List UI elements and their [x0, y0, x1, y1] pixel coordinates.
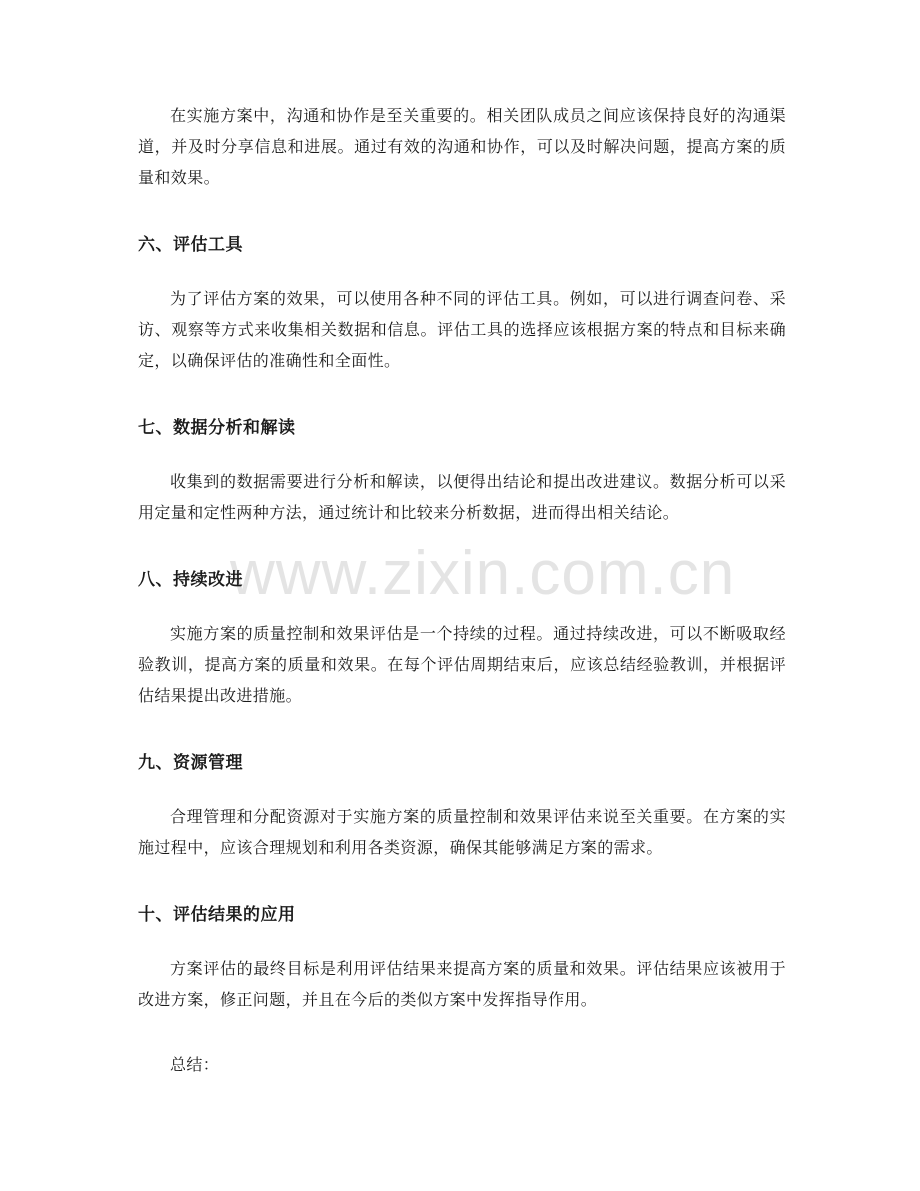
section-body-10: 方案评估的最终目标是利用评估结果来提高方案的质量和效果。评估结果应该被用于改进方案，修正问题，并且在今后的类似方案中发挥指导作用。 [138, 959, 786, 1009]
watermark: www.zixin.com.cn [230, 539, 736, 608]
section-heading-7: 七、数据分析和解读 [138, 418, 296, 438]
section-heading-9: 九、资源管理 [138, 753, 243, 773]
section-body-8: 实施方案的质量控制和效果评估是一个持续的过程。通过持续改进，可以不断吸取经验教训，提高方案的质量和效果。在每个评估周期结束后，应该总结经验教训，并根据评估结果提出改进措施。 [138, 624, 786, 705]
section-heading-10: 十、评估结果的应用 [138, 905, 296, 925]
section-body-7: 收集到的数据需要进行分析和解读，以便得出结论和提出改进建议。数据分析可以采用定量和定性两种方法，通过统计和比较来分析数据，进而得出相关结论。 [138, 472, 786, 522]
section-heading-8: 八、持续改进 [138, 570, 243, 590]
summary-label: 总结： [170, 1055, 220, 1074]
section-heading-6: 六、评估工具 [138, 235, 243, 255]
document-body [138, 100, 786, 1080]
section-body-9: 合理管理和分配资源对于实施方案的质量控制和效果评估来说至关重要。在方案的实施过程中，应该合理规划和利用各类资源，确保其能够满足方案的需求。 [138, 807, 786, 857]
intro-paragraph: 在实施方案中，沟通和协作是至关重要的。相关团队成员之间应该保持良好的沟通渠道，并及时分享信息和进展。通过有效的沟通和协作，可以及时解决问题，提高方案的质量和效果。 [138, 106, 786, 187]
section-body-6: 为了评估方案的效果，可以使用各种不同的评估工具。例如，可以进行调查问卷、采访、观察等方式来收集相关数据和信息。评估工具的选择应该根据方案的特点和目标来确定，以确保评估的准确性和全面性。 [138, 289, 786, 370]
